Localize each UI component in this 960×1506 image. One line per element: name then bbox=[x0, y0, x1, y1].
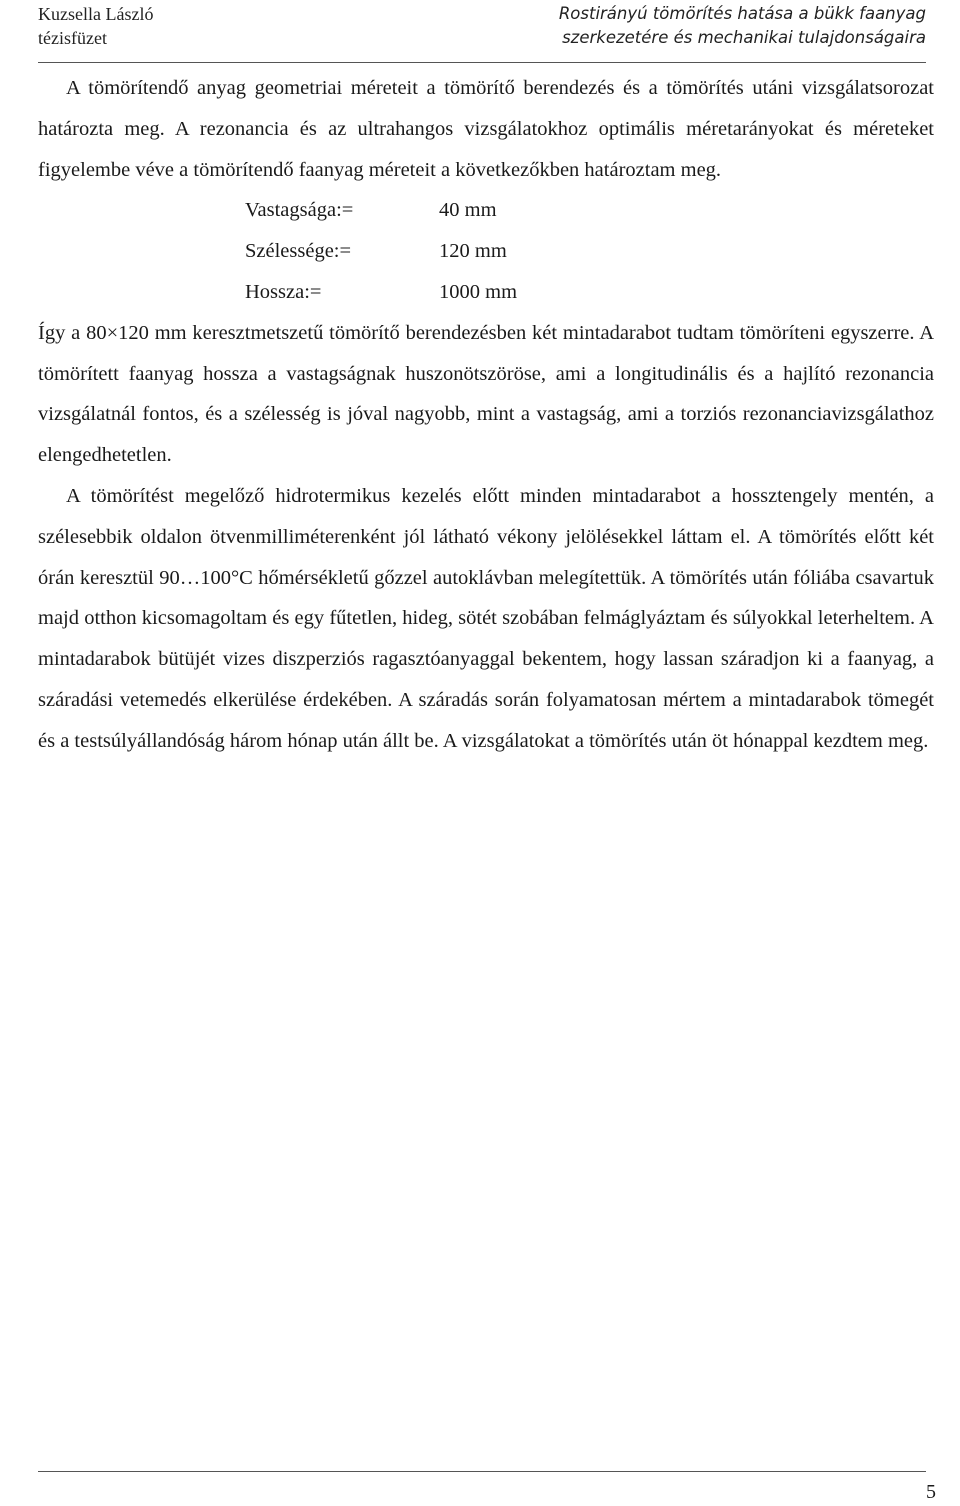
paragraph-cross-section: Így a 80×120 mm keresztmetszetű tömörítő berendezésben két mintadarabot tudtam tömöríteni egyszerre. A tömörített faanyag hossza a vastagságnak huszonötszöröse, ami a longitudinális és a hajlító rezonancia vizsgálatnál fontos, és a szélesség is jóval nagyobb, mint a vastagság, ami a torziós rezonanciavizsgálathoz elengedhetetlen. bbox=[38, 321, 934, 467]
header-author-block bbox=[38, 2, 153, 50]
page-body bbox=[38, 68, 934, 762]
header-author: Kuzsella László bbox=[38, 4, 154, 24]
header-title-block bbox=[559, 2, 926, 50]
dimension-label: Szélessége:= bbox=[245, 240, 352, 263]
paragraph-dimensions-intro: A tömörítendő anyag geometriai méreteit a tömörítő berendezés és a tömörítés utáni vizsgálatsorozat határozta meg. A rezonancia és az ultrahangos vizsgálatokhoz optimális méretarányokat és méreteket figyelembe véve a tömörítendő faanyag méreteit a következőkben határoztam meg. bbox=[38, 77, 934, 181]
dimension-value: 120 mm bbox=[439, 240, 507, 263]
paragraph-hydrothermal-treatment: A tömörítést megelőző hidrotermikus kezelés előtt minden mintadarabot a hossztengely mentén, a szélesebbik oldalon ötvenmilliméterenként jól látható vékony jelölésekkel láttam el. A tömörítés előtt két órán keresztül 90…100°C hőmérsékletű gőzzel autoklávban melegítettük. A tömörítés után fóliába csavartuk majd otthon kicsomagoltam és egy fűtetlen, hideg, sötét szobában felmáglyáztam és súlyokkal leterheltem. A mintadarabok bütüjét vizes diszperziós ragasztóanyaggal bekentem, hogy lassan száradjon ki a faanyag, a száradási vetemedés elkerülése érdekében. A száradás során folyamatosan mértem a mintadarabok tömegét és a testsúlyállandóság három hónap után állt be. A vizsgálatokat a tömörítés után öt hónappal kezdtem meg. bbox=[38, 484, 934, 752]
dimensions-list bbox=[38, 190, 934, 312]
header-doc-type: tézisfüzet bbox=[38, 28, 107, 48]
header-title-line2: szerkezetére és mechanikai tulajdonságaira bbox=[562, 28, 926, 47]
dimension-row-thickness bbox=[245, 190, 934, 231]
dimension-row-width bbox=[245, 231, 934, 272]
dimension-value: 40 mm bbox=[439, 199, 497, 222]
dimension-value: 1000 mm bbox=[439, 280, 518, 303]
page-number: 5 bbox=[926, 1481, 936, 1503]
footer-divider bbox=[38, 1471, 926, 1472]
dimension-label: Vastagsága:= bbox=[245, 199, 354, 222]
header-divider bbox=[38, 62, 926, 63]
dimension-label: Hossza:= bbox=[245, 280, 322, 303]
header-title-line1: Rostirányú tömörítés hatása a bükk faanyag bbox=[558, 4, 926, 23]
page-header bbox=[38, 0, 926, 62]
dimension-row-length bbox=[245, 272, 934, 313]
